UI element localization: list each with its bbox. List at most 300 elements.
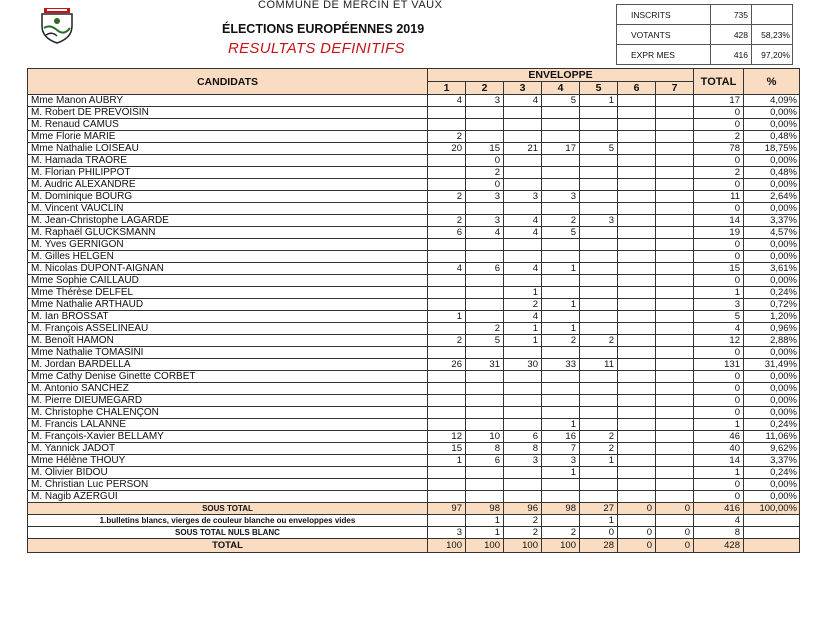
row-pct: 2,64%	[744, 191, 800, 203]
envelope-count: 2	[580, 443, 618, 455]
envelope-count: 100	[428, 539, 466, 553]
row-total: 0	[694, 179, 744, 191]
envelope-count: 1	[542, 419, 580, 431]
envelope-count: 1	[504, 323, 542, 335]
envelope-count: 1	[580, 455, 618, 467]
envelope-count	[580, 119, 618, 131]
envelope-count	[618, 419, 656, 431]
candidate-row	[28, 179, 800, 191]
row-total: 14	[694, 455, 744, 467]
envelope-count: 2	[428, 335, 466, 347]
envelope-count: 17	[542, 143, 580, 155]
candidate-name: M. Jean-Christophe LAGARDE	[28, 215, 428, 227]
row-total: 40	[694, 443, 744, 455]
election-title: ÉLECTIONS EUROPÉENNES 2019	[222, 22, 425, 36]
envelope-count	[542, 479, 580, 491]
row-pct: 0,00%	[744, 275, 800, 287]
candidate-name: M. Jordan BARDELLA	[28, 359, 428, 371]
row-total: 17	[694, 95, 744, 107]
envelope-count	[618, 491, 656, 503]
candidate-row	[28, 131, 800, 143]
envelope-count	[618, 251, 656, 263]
row-total: 3	[694, 299, 744, 311]
row-pct: 3,61%	[744, 263, 800, 275]
envelope-count	[656, 275, 694, 287]
candidate-name: M. Gilles HELGEN	[28, 251, 428, 263]
summary-value: 416	[711, 45, 752, 65]
envelope-count	[656, 335, 694, 347]
envelope-count: 15	[466, 143, 504, 155]
row-total: 2	[694, 167, 744, 179]
envelope-count	[428, 491, 466, 503]
envelope-count: 2	[466, 167, 504, 179]
row-pct: 3,37%	[744, 455, 800, 467]
envelope-count	[656, 167, 694, 179]
summary-label: VOTANTS	[617, 25, 711, 45]
envelope-count	[466, 419, 504, 431]
envelope-count: 1	[580, 515, 618, 527]
candidate-name: Mme Nathalie ARTHAUD	[28, 299, 428, 311]
row-pct: 0,00%	[744, 239, 800, 251]
envelope-count: 6	[428, 227, 466, 239]
envelope-count	[618, 215, 656, 227]
envelope-count	[428, 395, 466, 407]
envelope-count: 3	[466, 95, 504, 107]
envelope-count	[428, 239, 466, 251]
envelope-count	[542, 275, 580, 287]
row-pct: 0,00%	[744, 119, 800, 131]
candidate-row	[28, 371, 800, 383]
env-number: 2	[466, 82, 504, 95]
envelope-count: 8	[466, 443, 504, 455]
envelope-count	[618, 371, 656, 383]
header-row-1	[28, 69, 800, 82]
row-pct: 0,00%	[744, 107, 800, 119]
envelope-count: 0	[618, 503, 656, 515]
candidate-name: Mme Thérèse DELFEL	[28, 287, 428, 299]
row-pct: 9,62%	[744, 443, 800, 455]
envelope-count	[428, 287, 466, 299]
env-number: 5	[580, 82, 618, 95]
candidate-name: M. Hamada TRAORE	[28, 155, 428, 167]
envelope-count	[504, 239, 542, 251]
candidate-row	[28, 215, 800, 227]
envelope-count	[542, 179, 580, 191]
env-number: 3	[504, 82, 542, 95]
envelope-count: 20	[428, 143, 466, 155]
envelope-count	[618, 395, 656, 407]
col-pct: %	[744, 69, 800, 95]
envelope-count	[656, 491, 694, 503]
envelope-count: 1	[504, 287, 542, 299]
candidate-row	[28, 107, 800, 119]
envelope-count: 2	[504, 527, 542, 539]
row-pct: 31,49%	[744, 359, 800, 371]
envelope-count	[618, 323, 656, 335]
row-total: 1	[694, 467, 744, 479]
envelope-count: 4	[466, 227, 504, 239]
envelope-count: 33	[542, 359, 580, 371]
envelope-count	[656, 263, 694, 275]
col-candidats: CANDIDATS	[28, 69, 428, 95]
envelope-count	[618, 119, 656, 131]
envelope-count: 1	[542, 263, 580, 275]
envelope-count	[428, 479, 466, 491]
envelope-count	[504, 407, 542, 419]
results-table	[27, 68, 800, 553]
candidate-row	[28, 383, 800, 395]
candidate-name: M. Francis LALANNE	[28, 419, 428, 431]
envelope-count	[428, 251, 466, 263]
envelope-count	[618, 203, 656, 215]
candidate-row	[28, 95, 800, 107]
envelope-count	[466, 467, 504, 479]
envelope-count	[466, 395, 504, 407]
row-pct	[744, 515, 800, 527]
envelope-count: 3	[504, 191, 542, 203]
envelope-count: 2	[428, 131, 466, 143]
envelope-count: 4	[428, 263, 466, 275]
envelope-count: 98	[466, 503, 504, 515]
row-pct: 0,00%	[744, 179, 800, 191]
row-pct: 0,24%	[744, 419, 800, 431]
envelope-count	[618, 359, 656, 371]
envelope-count	[466, 251, 504, 263]
envelope-count	[504, 467, 542, 479]
envelope-count	[428, 119, 466, 131]
summary-value: 428	[711, 25, 752, 45]
envelope-count	[656, 359, 694, 371]
envelope-count	[656, 479, 694, 491]
envelope-count	[504, 179, 542, 191]
envelope-count	[618, 107, 656, 119]
envelope-count	[618, 431, 656, 443]
row-pct: 0,00%	[744, 479, 800, 491]
candidate-row	[28, 467, 800, 479]
candidate-name: M. François ASSELINEAU	[28, 323, 428, 335]
row-pct: 100,00%	[744, 503, 800, 515]
candidate-name: M. Nagib AZERGUI	[28, 491, 428, 503]
envelope-count: 100	[504, 539, 542, 553]
candidate-row	[28, 155, 800, 167]
envelope-count: 4	[504, 215, 542, 227]
envelope-count	[656, 311, 694, 323]
envelope-count	[542, 107, 580, 119]
envelope-count	[504, 383, 542, 395]
envelope-count	[466, 407, 504, 419]
row-total: 0	[694, 251, 744, 263]
envelope-count	[656, 515, 694, 527]
envelope-count	[656, 299, 694, 311]
envelope-count	[618, 167, 656, 179]
row-pct: 0,72%	[744, 299, 800, 311]
envelope-count	[504, 491, 542, 503]
envelope-count	[618, 467, 656, 479]
row-pct: 0,96%	[744, 323, 800, 335]
envelope-count: 5	[580, 143, 618, 155]
envelope-count	[580, 299, 618, 311]
envelope-count	[542, 491, 580, 503]
sous-total-row	[28, 503, 800, 515]
envelope-count	[580, 107, 618, 119]
envelope-count	[580, 155, 618, 167]
candidate-row	[28, 203, 800, 215]
envelope-count	[580, 275, 618, 287]
envelope-count: 4	[504, 227, 542, 239]
envelope-count	[466, 383, 504, 395]
bulletins-row	[28, 515, 800, 527]
envelope-count	[428, 383, 466, 395]
row-pct	[744, 539, 800, 553]
summary-pct: 58,23%	[752, 25, 793, 45]
summary-table	[616, 4, 793, 65]
envelope-count	[618, 335, 656, 347]
envelope-count: 1	[542, 299, 580, 311]
nuls-label: SOUS TOTAL NULS BLANC	[28, 527, 428, 539]
envelope-count	[428, 323, 466, 335]
envelope-count	[656, 395, 694, 407]
envelope-count	[542, 347, 580, 359]
env-number: 4	[542, 82, 580, 95]
envelope-count	[504, 107, 542, 119]
candidate-name: Mme Cathy Denise Ginette CORBET	[28, 371, 428, 383]
envelope-count	[466, 479, 504, 491]
envelope-count	[656, 203, 694, 215]
bulletins-label: 1.bulletins blancs, vierges de couleur blanche ou enveloppes vides	[28, 515, 428, 527]
summary-row	[617, 25, 793, 45]
envelope-count	[504, 419, 542, 431]
envelope-count	[580, 263, 618, 275]
row-pct: 0,00%	[744, 383, 800, 395]
envelope-count	[580, 407, 618, 419]
envelope-count: 11	[580, 359, 618, 371]
envelope-count	[580, 419, 618, 431]
sous-total-label: SOUS TOTAL	[28, 503, 428, 515]
envelope-count	[656, 251, 694, 263]
envelope-count	[504, 371, 542, 383]
envelope-count	[618, 191, 656, 203]
envelope-count: 2	[504, 299, 542, 311]
row-pct: 4,57%	[744, 227, 800, 239]
summary-pct	[752, 5, 793, 25]
envelope-count	[580, 251, 618, 263]
envelope-count: 100	[466, 539, 504, 553]
envelope-count: 27	[580, 503, 618, 515]
envelope-count: 5	[542, 227, 580, 239]
candidate-name: M. Christophe CHALENÇON	[28, 407, 428, 419]
row-pct: 0,00%	[744, 155, 800, 167]
envelope-count	[656, 467, 694, 479]
row-total: 15	[694, 263, 744, 275]
envelope-count	[542, 203, 580, 215]
total-row	[28, 539, 800, 553]
row-pct	[744, 527, 800, 539]
envelope-count: 4	[504, 311, 542, 323]
envelope-count	[580, 371, 618, 383]
envelope-count: 4	[504, 95, 542, 107]
envelope-count	[504, 131, 542, 143]
envelope-count	[580, 179, 618, 191]
envelope-count	[580, 323, 618, 335]
row-total: 0	[694, 119, 744, 131]
env-number: 7	[656, 82, 694, 95]
envelope-count	[542, 287, 580, 299]
envelope-count: 0	[656, 503, 694, 515]
envelope-count	[504, 479, 542, 491]
candidate-row	[28, 251, 800, 263]
candidate-row	[28, 455, 800, 467]
envelope-count	[466, 275, 504, 287]
commune-name: COMMUNE DE MERCIN ET VAUX	[258, 0, 443, 9]
envelope-count	[618, 263, 656, 275]
candidate-name: M. Antonio SANCHEZ	[28, 383, 428, 395]
row-total: 5	[694, 311, 744, 323]
envelope-count: 3	[542, 191, 580, 203]
envelope-count	[542, 383, 580, 395]
envelope-count	[656, 347, 694, 359]
row-total: 0	[694, 107, 744, 119]
candidate-name: Mme Manon AUBRY	[28, 95, 428, 107]
candidate-row	[28, 347, 800, 359]
envelope-count: 100	[542, 539, 580, 553]
envelope-count	[580, 467, 618, 479]
candidate-row	[28, 311, 800, 323]
row-pct: 0,24%	[744, 467, 800, 479]
candidate-name: M. Vincent VAUCLIN	[28, 203, 428, 215]
envelope-count: 3	[542, 455, 580, 467]
envelope-count	[618, 479, 656, 491]
envelope-count: 26	[428, 359, 466, 371]
summary-row	[617, 5, 793, 25]
envelope-count	[542, 311, 580, 323]
row-pct: 0,00%	[744, 395, 800, 407]
envelope-count: 15	[428, 443, 466, 455]
envelope-count	[428, 419, 466, 431]
row-total: 46	[694, 431, 744, 443]
candidate-row	[28, 335, 800, 347]
row-pct: 11,06%	[744, 431, 800, 443]
row-pct: 0,24%	[744, 287, 800, 299]
envelope-count	[466, 107, 504, 119]
envelope-count	[618, 383, 656, 395]
envelope-count	[656, 155, 694, 167]
envelope-count	[542, 131, 580, 143]
row-total: 0	[694, 383, 744, 395]
col-enveloppe: ENVELOPPE	[428, 69, 694, 82]
envelope-count	[580, 479, 618, 491]
candidate-row	[28, 263, 800, 275]
candidate-name: Mme Sophie CAILLAUD	[28, 275, 428, 287]
envelope-count: 4	[428, 95, 466, 107]
envelope-count: 0	[656, 527, 694, 539]
row-pct: 0,00%	[744, 203, 800, 215]
envelope-count	[428, 515, 466, 527]
envelope-count	[428, 179, 466, 191]
candidate-name: M. Yves GERNIGON	[28, 239, 428, 251]
row-pct: 0,00%	[744, 347, 800, 359]
envelope-count: 6	[504, 431, 542, 443]
envelope-count: 16	[542, 431, 580, 443]
envelope-count: 28	[580, 539, 618, 553]
row-pct: 0,48%	[744, 167, 800, 179]
candidate-name: M. Yannick JADOT	[28, 443, 428, 455]
envelope-count: 0	[580, 527, 618, 539]
envelope-count	[428, 167, 466, 179]
envelope-count: 96	[504, 503, 542, 515]
candidate-name: Mme Florie MARIE	[28, 131, 428, 143]
envelope-count	[504, 347, 542, 359]
envelope-count: 1	[580, 95, 618, 107]
envelope-count: 3	[504, 455, 542, 467]
envelope-count	[580, 491, 618, 503]
row-pct: 0,00%	[744, 371, 800, 383]
row-total: 428	[694, 539, 744, 553]
envelope-count: 4	[504, 263, 542, 275]
envelope-count	[580, 167, 618, 179]
row-total: 0	[694, 395, 744, 407]
envelope-count	[428, 299, 466, 311]
candidate-row	[28, 419, 800, 431]
envelope-count	[656, 143, 694, 155]
envelope-count	[428, 107, 466, 119]
envelope-count: 1	[542, 467, 580, 479]
row-total: 0	[694, 407, 744, 419]
envelope-count	[504, 119, 542, 131]
envelope-count	[542, 251, 580, 263]
envelope-count	[580, 347, 618, 359]
candidate-row	[28, 407, 800, 419]
candidate-row	[28, 431, 800, 443]
row-total: 0	[694, 347, 744, 359]
envelope-count	[428, 275, 466, 287]
envelope-count: 2	[580, 335, 618, 347]
row-total: 1	[694, 287, 744, 299]
envelope-count	[656, 323, 694, 335]
envelope-count	[618, 443, 656, 455]
envelope-count: 98	[542, 503, 580, 515]
col-total: TOTAL	[694, 69, 744, 95]
candidate-name: M. Dominique BOURG	[28, 191, 428, 203]
envelope-count	[656, 191, 694, 203]
envelope-count	[542, 515, 580, 527]
envelope-count: 3	[466, 191, 504, 203]
candidate-name: M. Raphaël GLUCKSMANN	[28, 227, 428, 239]
summary-label: INSCRITS	[617, 5, 711, 25]
envelope-count: 5	[542, 95, 580, 107]
envelope-count: 1	[466, 527, 504, 539]
envelope-count	[504, 155, 542, 167]
candidate-row	[28, 491, 800, 503]
envelope-count: 30	[504, 359, 542, 371]
envelope-count: 8	[504, 443, 542, 455]
envelope-count	[466, 239, 504, 251]
envelope-count	[618, 287, 656, 299]
candidate-name: M. Nicolas DUPONT-AIGNAN	[28, 263, 428, 275]
envelope-count	[466, 347, 504, 359]
envelope-count	[656, 443, 694, 455]
candidate-row	[28, 323, 800, 335]
envelope-count	[466, 203, 504, 215]
envelope-count: 0	[618, 527, 656, 539]
envelope-count	[656, 407, 694, 419]
candidate-row	[28, 287, 800, 299]
row-pct: 2,88%	[744, 335, 800, 347]
envelope-count	[428, 347, 466, 359]
envelope-count	[466, 299, 504, 311]
envelope-count	[542, 395, 580, 407]
envelope-count: 0	[656, 539, 694, 553]
row-pct: 0,00%	[744, 491, 800, 503]
